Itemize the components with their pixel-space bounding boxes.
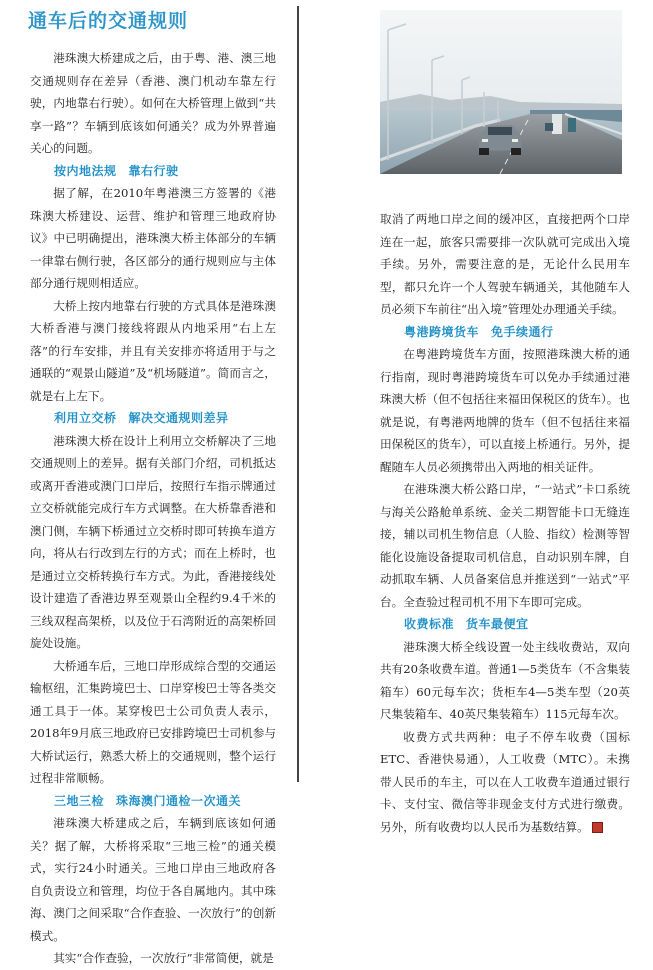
paragraph-continued: 其实“合作查验，一次放行”非常简便，就是 <box>53 951 274 965</box>
column-divider <box>297 6 299 782</box>
paragraph: 大桥通车后，三地口岸形成综合型的交通运输枢纽，汇集跨境巴士、口岸穿梭巴士等各类交通工具于一体。某穿梭巴士公司负责人表示，2018年9月底三地政府已安排跨境巴士司机参与大桥试运行，熟悉大桥上的交通规则，整个运行过程非常顺畅。 <box>30 658 276 785</box>
right-column <box>380 208 630 838</box>
paragraph: 港珠澳大桥在设计上利用立交桥解决了三地交通规则上的差异。据有关部门介绍，司机抵达或离开香港或澳门口岸后，按照行车指示牌通过立交桥就能完成行车方式调整。在大桥靠香港和澳门侧，车辆下桥通过立交桥时即可转换车道方向，将从右行改到左行的方式；而在上桥时，也是通过立交桥转换行车方式。为此，香港接线处设计建造了香港边界至观景山全程约9.4千米的三线双程高架桥，以及位于石湾附近的高架桥回旋处设施。 <box>30 433 276 650</box>
paragraph: 港珠澳大桥建成之后，车辆到底该如何通关？据了解，大桥将采取“三地三检”的通关模式，实行24小时通关。三地口岸由三地政府各自负责设立和管理，均位于各自属地内。其中珠海、澳门之间采取“合作查验、一次放行”的创新模式。 <box>30 816 276 943</box>
section-heading-1: 按内地法规 靠右行驶 <box>54 163 179 178</box>
paragraph: 在粤港跨境货车方面，按照港珠澳大桥的通行指南，现时粤港跨境货车可以免办手续通过港珠澳大桥（但不包括往来福田保税区的货车）。也就是说，有粤港两地牌的货车（但不包括往来福田保税区的货车），可以直接上桥通行。另外，提醒随车人员必须携带出入两地的相关证件。 <box>380 347 630 474</box>
page-end-mark-icon <box>592 822 603 833</box>
article-title: 通车后的交通规则 <box>28 10 189 32</box>
bridge-road-photo <box>380 10 622 174</box>
paragraph: 在港珠澳大桥公路口岸，“一站式”卡口系统与海关公路舱单系统、金关二期智能卡口无缝连接，辅以司机生物信息（人脸、指纹）检测等智能化设施设备提取司机信息，自动识别车牌，自动抓取车辆、人员备案信息并推送到“一站式”平台。全查验过程司机不用下车即可完成。 <box>380 482 630 609</box>
section-heading-4: 粤港跨境货车 免手续通行 <box>404 324 554 339</box>
paragraph: 据了解，在2010年粤港澳三方签署的《港珠澳大桥建设、运营、维护和管理三地政府协议》中已明确提出，港珠澳大桥主体部分的车辆一律靠右侧行驶，各区部分的通行规则应与主体部分通行规则相适应。 <box>30 186 276 290</box>
intro-paragraph: 港珠澳大桥建成之后，由于粤、港、澳三地交通规则存在差异（香港、澳门机动车靠左行驶，内地靠右行驶）。如何在大桥管理上做到“共享一路”？车辆到底该如何通关？成为外界普遍关心的问题。 <box>30 51 276 155</box>
section-heading-5: 收费标准 货车最便宜 <box>404 617 529 631</box>
section-heading-2: 利用立交桥 解决交通规则差异 <box>54 411 229 425</box>
bridge-photo-illustration <box>380 10 622 174</box>
paragraph-continuation: 取消了两地口岸之间的缓冲区，直接把两个口岸连在一起，旅客只需要排一次队就可完成出入境手续。另外，需要注意的是，无论什么民用车型，都只允许一个人驾驶车辆通关，其他随车人员必须下车前往“出入境”管理处办理通关手续。 <box>380 212 630 316</box>
paragraph: 港珠澳大桥全线设置一处主线收费站，双向共有20条收费车道。普通1—5类货车（不含集装箱车）60元每车次；货柜车4—5类车型（20英尺集装箱车、40英尺集装箱车）115元每车次。 <box>380 639 630 721</box>
paragraph: 大桥上按内地靠右行驶的方式具体是港珠澳大桥香港与澳门接线将跟从内地采用“右上左落”的行车安排，并且有关安排亦将适用于与之通联的“观景山隧道”及“机场隧道”。简而言之，就是右上左下。 <box>30 298 276 403</box>
paragraph-last: 收费方式共两种：电子不停车收费（国标ETC、香港快易通），人工收费（MTC）。未携带人民币的车主，可以在人工收费车道通过银行卡、支付宝、微信等非现金支付方式进行缴费。另外，所有收费均以人民币为基数结算。 <box>380 729 630 834</box>
left-column <box>30 47 276 965</box>
section-heading-3: 三地三检 珠海澳门通检一次通关 <box>54 793 242 808</box>
